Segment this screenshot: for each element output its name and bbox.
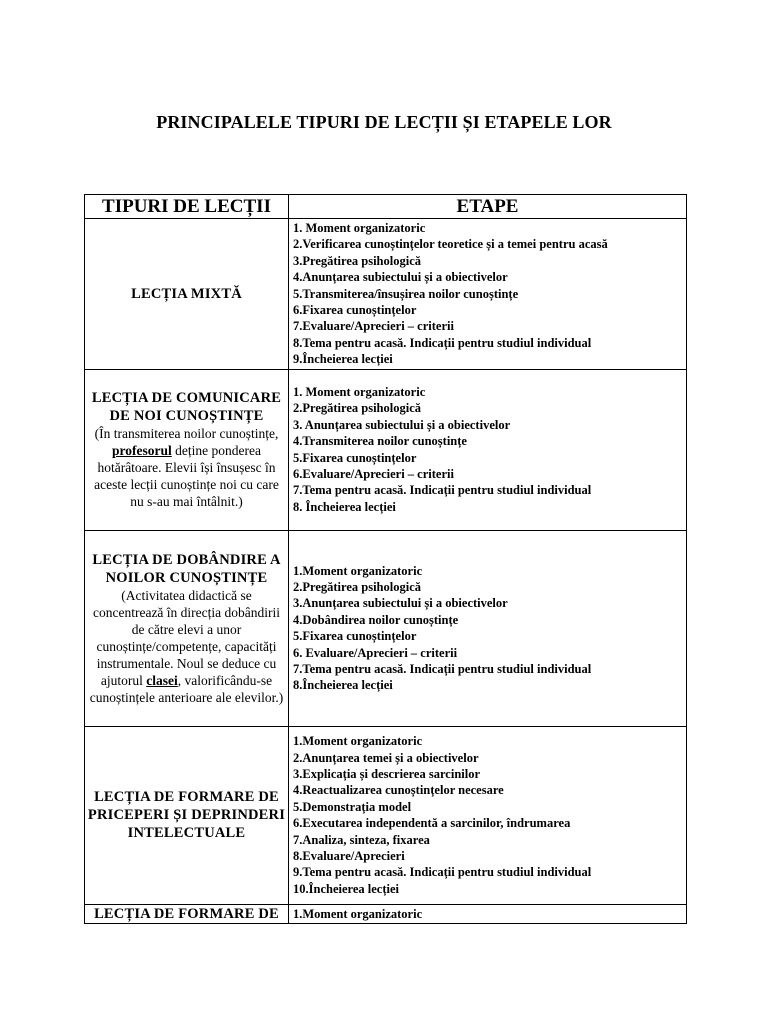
stages-cell — [289, 726, 687, 904]
lesson-type-cell — [85, 530, 289, 726]
stage-item: 1.Moment organizatoric — [293, 563, 423, 578]
stages-cell — [289, 904, 687, 923]
stage-item: 7.Evaluare/Aprecieri – criterii — [293, 319, 454, 334]
stage-item: 4.Anunțarea subiectului și a obiectivelor — [293, 270, 508, 285]
header-lesson-types: TIPURI DE LECȚII — [85, 195, 289, 219]
stage-item: 9.Tema pentru acasă. Indicații pentru studiul individual — [293, 865, 592, 880]
stage-item: 5.Fixarea cunoștințelor — [293, 629, 417, 644]
lesson-type-name: LECȚIA DE COMUNICARE DE NOI CUNOȘTINȚE — [91, 390, 282, 425]
emphasis-word: profesorul — [112, 443, 172, 459]
table-row — [85, 369, 687, 530]
table-row — [85, 726, 687, 904]
stage-item: 8. Încheierea lecției — [293, 499, 396, 514]
stage-item: 2.Pregătirea psihologică — [293, 401, 421, 416]
emphasis-word: clasei — [146, 672, 178, 688]
stage-item: 3.Pregătirea psihologică — [293, 253, 421, 268]
stage-item: 8.Tema pentru acasă. Indicații pentru studiul individual — [293, 335, 592, 350]
stage-item: 3.Anunțarea subiectului și a obiectivelor — [293, 596, 508, 611]
stage-item: 3.Explicația și descrierea sarcinilor — [293, 766, 481, 781]
stage-item: 9.Încheierea lecției — [293, 352, 393, 367]
stages-cell — [289, 369, 687, 530]
lesson-type-name: LECȚIA DE FORMARE DE PRICEPERI ȘI DEPRINDERI INTELECTUALE — [87, 789, 286, 842]
lesson-type-cell — [85, 904, 289, 923]
lesson-types-table — [84, 194, 687, 924]
stage-item: 1. Moment organizatoric — [293, 385, 426, 400]
stage-item: 6.Executarea independentă a sarcinilor, îndrumarea — [293, 816, 571, 831]
page-title: PRINCIPALELE TIPURI DE LECȚII ȘI ETAPELE LOR — [156, 112, 612, 132]
header-stages: ETAPE — [289, 195, 687, 219]
lesson-type-cell — [85, 369, 289, 530]
stage-item: 7.Tema pentru acasă. Indicații pentru studiul individual — [293, 661, 592, 676]
lesson-type-name: LECȚIA MIXTĂ — [131, 285, 242, 302]
stage-item: 7.Tema pentru acasă. Indicații pentru studiul individual — [293, 483, 592, 498]
lesson-type-note: (În transmiterea noilor cunoștințe, profesorul deține ponderea hotărâtoare. Elevii își însușesc în aceste lecții cunoștințe noi cu care nu s-au mai întâlnit.) — [94, 426, 279, 510]
lesson-type-note: (Activitatea didactică se concentrează în direcția dobândirii de către elevi a unor cunoștințe/competențe, capacități instrumentale. Noul se deduce cu ajutorul clasei, valorificându-se cunoștințele anterioare ale elevilor.) — [89, 587, 284, 705]
stage-item: 3. Anunțarea subiectului și a obiectivelor — [293, 417, 511, 432]
table-row — [85, 530, 687, 726]
lesson-type-cell — [85, 219, 289, 370]
table-row — [85, 904, 687, 923]
lesson-type-name: LECȚIA DE DOBÂNDIRE A NOILOR CUNOȘTINȚE — [92, 551, 281, 586]
stage-item: 1. Moment organizatoric — [293, 221, 426, 235]
stage-item: 2.Verificarea cunoștințelor teoretice și a temei pentru acasă — [293, 237, 608, 252]
table-header-row — [85, 195, 687, 219]
table-row — [85, 219, 687, 370]
stages-cell — [289, 219, 687, 370]
stage-item: 4.Transmiterea noilor cunoștințe — [293, 434, 467, 449]
stage-item: 2.Pregătirea psihologică — [293, 579, 421, 594]
stage-item: 1.Moment organizatoric — [293, 734, 423, 749]
stage-item: 5.Fixarea cunoștințelor — [293, 450, 417, 465]
stage-item: 6. Evaluare/Aprecieri – criterii — [293, 645, 458, 660]
lesson-type-cell — [85, 726, 289, 904]
stage-item: 5.Demonstrația model — [293, 799, 412, 814]
stage-item: 4.Dobândirea noilor cunoștințe — [293, 612, 459, 627]
stage-item: 1.Moment organizatoric — [293, 906, 423, 921]
stage-item: 2.Anunțarea temei și a obiectivelor — [293, 750, 479, 765]
stage-item: 6.Evaluare/Aprecieri – criterii — [293, 467, 454, 482]
stage-item: 4.Reactualizarea cunoștințelor necesare — [293, 783, 504, 798]
stage-item: 5.Transmiterea/însușirea noilor cunoștințe — [293, 286, 519, 301]
stage-item: 8.Încheierea lecției — [293, 678, 393, 693]
stage-item: 6.Fixarea cunoștințelor — [293, 303, 417, 318]
stage-item: 7.Analiza, sinteza, fixarea — [293, 832, 430, 847]
lesson-type-name: LECȚIA DE FORMARE DE — [94, 905, 279, 922]
stage-item: 10.Încheierea lecției — [293, 881, 399, 896]
stages-cell — [289, 530, 687, 726]
stage-item: 8.Evaluare/Aprecieri — [293, 848, 405, 863]
